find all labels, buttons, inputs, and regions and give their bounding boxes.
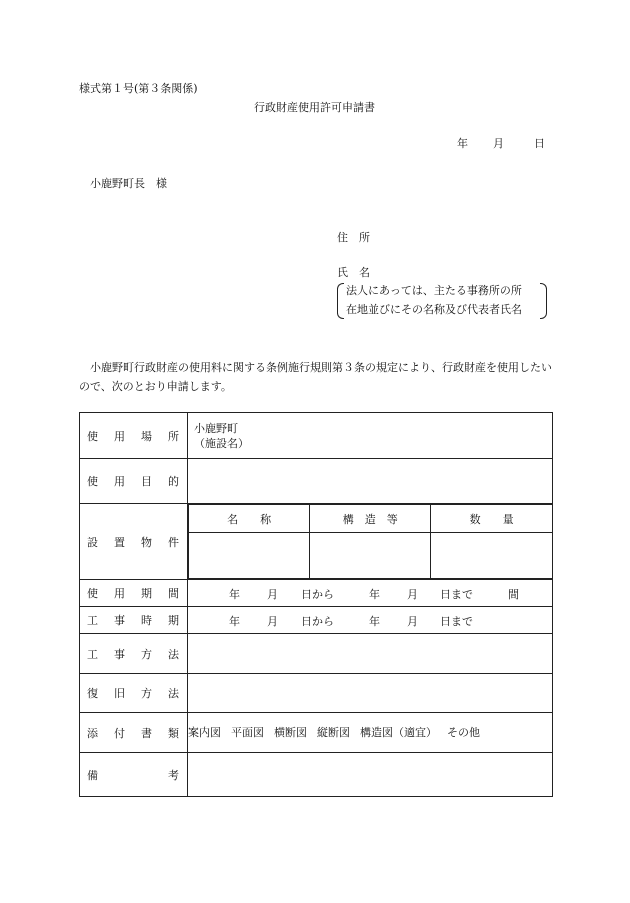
row-use-period (80, 580, 553, 607)
fixtures-cell (188, 504, 553, 580)
fixtures-col-quantity: 数 量 (431, 505, 552, 533)
work-from-year: 年 (229, 615, 240, 628)
location-facility-name: （施設名） (194, 436, 249, 450)
fixtures-name-input[interactable] (189, 533, 310, 579)
row-fixtures (80, 504, 553, 580)
date-month: 月 (493, 137, 504, 150)
location-cell[interactable] (188, 413, 553, 459)
application-date (457, 137, 545, 151)
fixtures-col-name: 名 称 (189, 505, 310, 533)
label-attachments: 添付書類 (80, 713, 188, 753)
label-work-period: 工事時期 (80, 607, 188, 634)
addressee: 小鹿野町長 様 (90, 177, 167, 190)
address-label: 住 所 (337, 231, 370, 244)
work-from-day: 日から (301, 615, 334, 628)
work-period-cell[interactable] (188, 607, 553, 634)
use-from-day: 日から (301, 588, 334, 601)
restore-method-cell[interactable] (188, 674, 553, 713)
fixtures-structure-input[interactable] (310, 533, 431, 579)
use-to-year: 年 (369, 588, 380, 601)
row-location (80, 413, 553, 459)
remarks-cell[interactable] (188, 753, 553, 797)
attachment-structure-drawing: 構造図（適宜） (360, 726, 437, 739)
label-work-method: 工事方法 (80, 634, 188, 674)
use-to-month: 月 (407, 588, 418, 601)
application-table (79, 412, 553, 797)
row-purpose (80, 459, 553, 504)
label-fixtures: 設置物件 (80, 504, 188, 580)
label-remarks: 備考 (80, 753, 188, 797)
bracket-right (540, 283, 547, 319)
row-restore-method (80, 674, 553, 713)
date-year: 年 (457, 137, 468, 150)
label-location: 使用場所 (80, 413, 188, 459)
attachment-guide-map: 案内図 (188, 726, 221, 739)
label-restore-method: 復旧方法 (80, 674, 188, 713)
attachment-cross-section: 横断図 (274, 726, 307, 739)
attachment-longitudinal-section: 縦断図 (317, 726, 350, 739)
use-from-year: 年 (229, 588, 240, 601)
work-method-cell[interactable] (188, 634, 553, 674)
use-from-month: 月 (267, 588, 278, 601)
date-day: 日 (534, 137, 545, 150)
corporation-note (337, 281, 547, 321)
use-period-days: 間 (508, 588, 519, 601)
bracket-left (337, 283, 344, 319)
intro-paragraph: 小鹿野町行政財産の使用料に関する条例施行規則第３条の規定により、行政財産を使用したいので、次のとおり申請します。 (79, 361, 552, 393)
use-to-day: 日まで (440, 588, 473, 601)
label-purpose: 使用目的 (80, 459, 188, 504)
use-period-cell[interactable] (188, 580, 553, 607)
row-work-method (80, 634, 553, 674)
work-to-day: 日まで (440, 615, 473, 628)
purpose-cell[interactable] (188, 459, 553, 504)
name-label: 氏 名 (337, 266, 370, 279)
attachment-other: その他 (447, 726, 480, 739)
work-from-month: 月 (267, 615, 278, 628)
work-to-month: 月 (407, 615, 418, 628)
form-number: 様式第１号(第３条関係) (79, 82, 198, 95)
note-line-1: 法人にあっては、主たる事務所の所 (346, 284, 522, 297)
fixtures-quantity-input[interactable] (431, 533, 552, 579)
document-title: 行政財産使用許可申請書 (254, 101, 375, 114)
fixtures-subtable (188, 504, 552, 579)
row-attachments (80, 713, 553, 753)
work-to-year: 年 (369, 615, 380, 628)
location-town: 小鹿野町 (194, 421, 238, 435)
row-work-period (80, 607, 553, 634)
note-line-2: 在地並びにその名称及び代表者氏名 (346, 303, 522, 316)
attachment-plan-view: 平面図 (231, 726, 264, 739)
fixtures-col-structure: 構 造 等 (310, 505, 431, 533)
row-remarks (80, 753, 553, 797)
label-use-period: 使用期間 (80, 580, 188, 607)
attachments-cell (188, 713, 553, 753)
